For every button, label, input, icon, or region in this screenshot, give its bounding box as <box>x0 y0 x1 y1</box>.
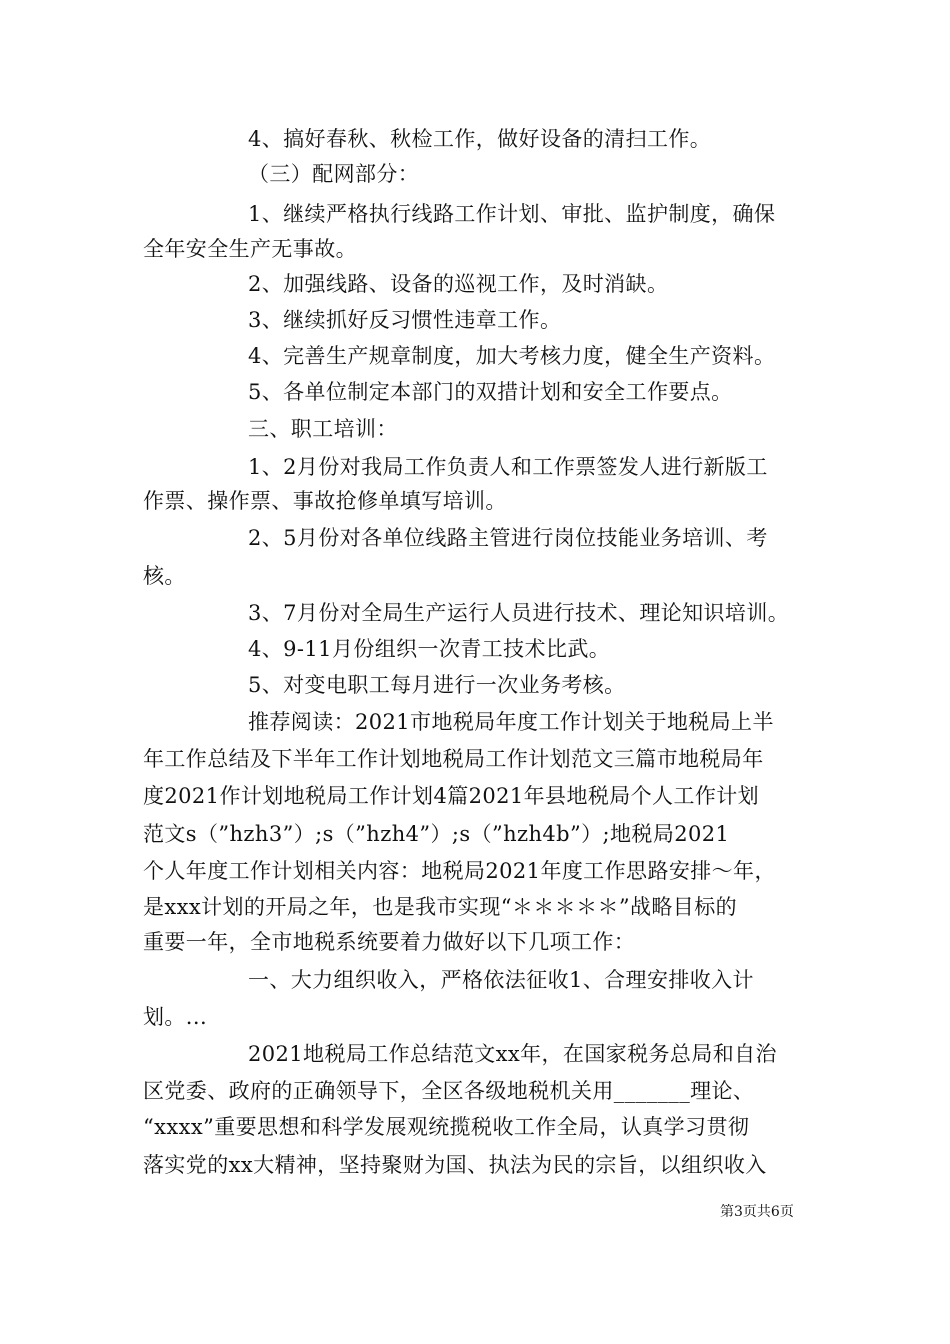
paragraph-line: 3、继续抓好反习惯性违章工作。 <box>248 308 562 332</box>
paragraph-line: 全年安全生产无事故。 <box>143 237 357 261</box>
paragraph-line: 核。 <box>143 564 186 588</box>
paragraph-line: 重要一年，全市地税系统要着力做好以下几项工作： <box>143 930 636 954</box>
paragraph-line: “xxxx”重要思想和科学发展观统揽税收工作全局，认真学习贯彻 <box>143 1115 750 1139</box>
paragraph-line: 年工作总结及下半年工作计划地税局工作计划范文三篇市地税局年 <box>143 747 764 771</box>
paragraph-line: 落实党的xx大精神，坚持聚财为国、执法为民的宗旨，以组织收入 <box>143 1153 767 1177</box>
paragraph-line: 划。... <box>143 1005 208 1029</box>
paragraph-line: 个人年度工作计划相关内容：地税局2021年度工作思路安排～年， <box>143 859 776 883</box>
paragraph-line: 1、2月份对我局工作负责人和工作票签发人进行新版工 <box>248 455 768 479</box>
paragraph-line: 2、5月份对各单位线路主管进行岗位技能业务培训、考 <box>248 526 768 550</box>
paragraph-line: 一、大力组织收入，严格依法征收1、合理安排收入计 <box>248 968 754 992</box>
paragraph-line: 3、7月份对全局生产运行人员进行技术、理论知识培训。 <box>248 601 790 625</box>
paragraph-line: 2021地税局工作总结范文xx年，在国家税务总局和自治 <box>248 1042 777 1066</box>
paragraph-line: 度2021作计划地税局工作计划4篇2021年县地税局个人工作计划 <box>143 784 760 808</box>
paragraph-line: 4、9-11月份组织一次青工技术比武。 <box>248 637 611 661</box>
paragraph-line: 范文s（”hzh3”）;s（”hzh4”）;s（”hzh4b”）;地税局2021 <box>143 822 730 846</box>
page-number: 第3页共6页 <box>720 1204 794 1220</box>
paragraph-line: 4、完善生产规章制度，加大考核力度，健全生产资料。 <box>248 344 776 368</box>
paragraph-line: 是xxx计划的开局之年，也是我市实现“＊＊＊＊＊”战略目标的 <box>143 895 737 919</box>
paragraph-line: 作票、操作票、事故抢修单填写培训。 <box>143 489 507 513</box>
paragraph-line: 推荐阅读：2021市地税局年度工作计划关于地税局上半 <box>248 710 774 734</box>
paragraph-line: 1、继续严格执行线路工作计划、审批、监护制度，确保 <box>248 202 776 226</box>
paragraph-line: 5、各单位制定本部门的双措计划和安全工作要点。 <box>248 380 733 404</box>
paragraph-line: 区党委、政府的正确领导下，全区各级地税机关用_______理论、 <box>143 1079 755 1103</box>
section-heading: （三）配网部分： <box>248 162 420 186</box>
section-heading: 三、职工培训： <box>248 417 398 441</box>
paragraph-line: 4、搞好春秋、秋检工作，做好设备的清扫工作。 <box>248 127 712 151</box>
paragraph-line: 2、加强线路、设备的巡视工作，及时消缺。 <box>248 272 669 296</box>
paragraph-line: 5、对变电职工每月进行一次业务考核。 <box>248 673 626 697</box>
